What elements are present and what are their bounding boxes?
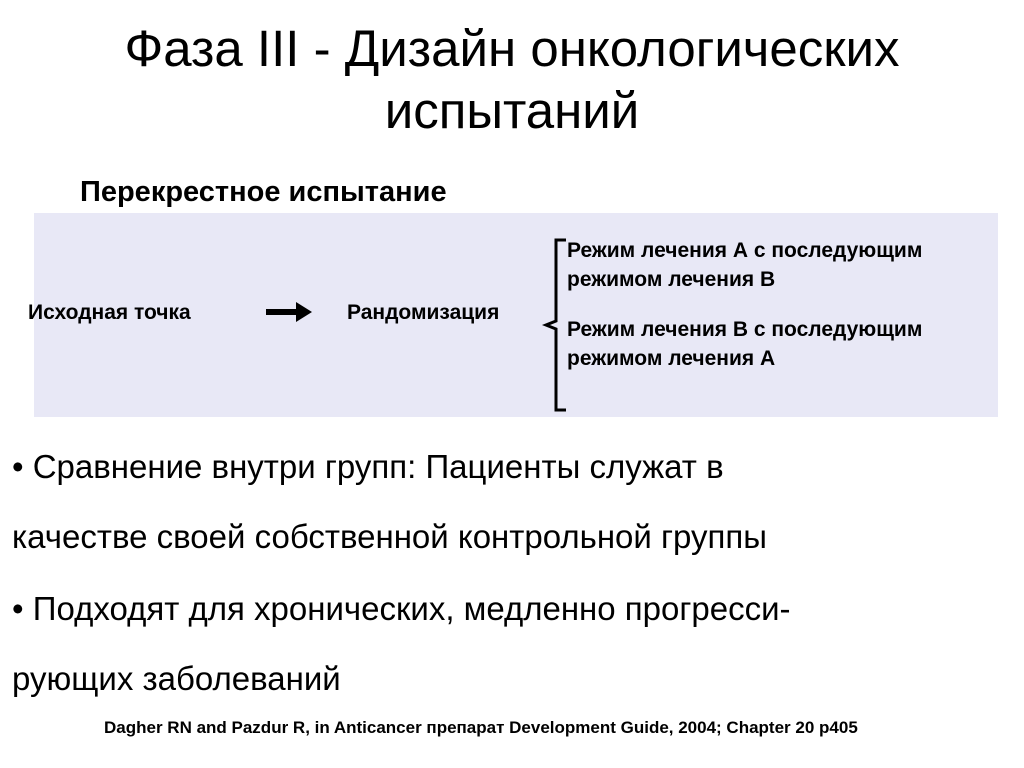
bullet-chronic-diseases (12, 574, 791, 714)
bullet-chronic-diseases-line-2: рующих заболеваний (12, 660, 341, 697)
treatment-option-ba-line-1: Режим лечения В с последующим (567, 318, 923, 341)
treatment-option-ab-line-1: Режим лечения А с последующим (567, 239, 923, 262)
treatment-option-ba (567, 315, 922, 373)
slide-title (0, 18, 1024, 142)
treatment-option-ab-line-2: режимом лечения В (567, 268, 776, 291)
slide-subtitle: Перекрестное испытание (80, 176, 447, 208)
slide-title-line-1: Фаза III - Дизайн онкологических (124, 20, 900, 77)
citation: Dagher RN and Pazdur R, in Anticancer препарат Development Guide, 2004; Chapter 20 p405 (104, 718, 858, 737)
right-arrow-icon (266, 299, 312, 325)
bullet-chronic-diseases-line-1: • Подходят для хронических, медленно прогресси- (12, 590, 791, 627)
bullet-within-group-line-2: качестве своей собственной контрольной группы (12, 518, 767, 555)
brace-icon (540, 238, 570, 412)
randomization-label: Рандомизация (347, 301, 500, 324)
slide-title-line-2: испытаний (384, 82, 640, 139)
bullet-within-group (12, 432, 767, 572)
baseline-label: Исходная точка (28, 301, 191, 324)
bullet-within-group-line-1: • Сравнение внутри групп: Пациенты служат в (12, 448, 724, 485)
treatment-option-ab (567, 236, 922, 294)
treatment-option-ba-line-2: режимом лечения А (567, 347, 776, 370)
